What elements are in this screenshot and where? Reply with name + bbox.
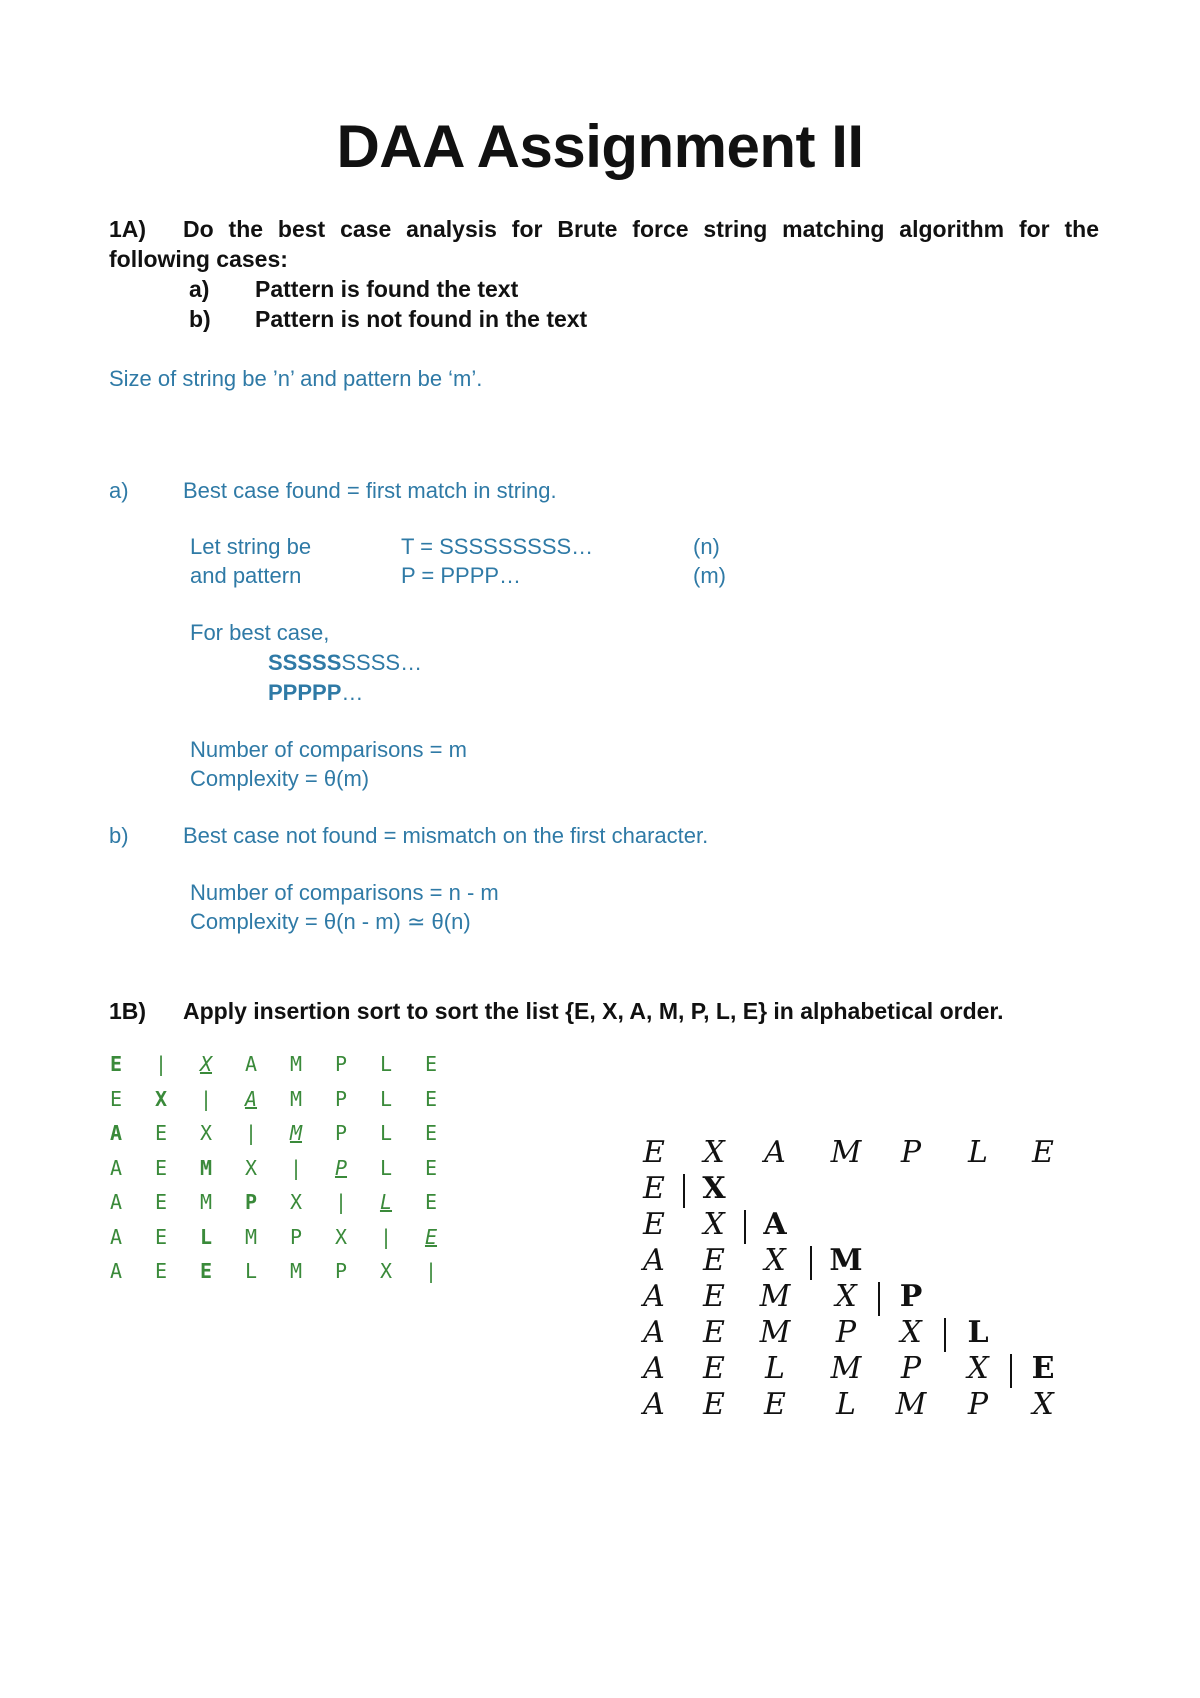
trace-cell: M [199,1190,213,1214]
let-string-label: Let string be [190,534,312,559]
q1a-label: 1A) [109,216,147,242]
trace-cell: E [154,1224,168,1249]
math-letter: M [829,1243,863,1278]
trace-cell: E [109,1052,123,1076]
q1a-case-b-text: Pattern is not found in the text [255,306,588,332]
math-letter: E [703,1279,725,1314]
page-title: DAA Assignment II [336,113,864,180]
trace-cell: P [334,1052,348,1076]
sorted-divider [944,1318,946,1352]
trace-cell: A [244,1052,258,1076]
trace-cell: E [199,1259,213,1283]
trace-cell: | [334,1190,348,1214]
math-letter: E [703,1351,725,1386]
answer-b-text: Best case not found = mismatch on the first character. [183,823,709,848]
math-letter: X [900,1315,922,1350]
trace-cell: L [244,1259,258,1283]
trace-cell: P [334,1086,348,1111]
let-string-size: (n) [693,534,720,559]
math-letter: L [967,1315,989,1350]
trace-cell: P [334,1121,348,1145]
math-letter: M [830,1135,862,1170]
math-letter: E [643,1171,665,1206]
let-string-value: T = SSSSSSSSS… [401,534,594,559]
trace-cell: | [379,1224,393,1249]
math-letter: M [759,1279,791,1314]
trace-cell: | [199,1086,213,1111]
math-letter: A [643,1315,665,1350]
math-letter: A [643,1243,665,1278]
trace-cell: M [289,1086,303,1111]
math-letter: P [835,1315,857,1350]
q1a-case-b-label: b) [189,306,211,332]
q1a-text-line2: following cases: [109,246,288,272]
math-letter: M [830,1351,862,1386]
math-letter: A [643,1279,665,1314]
trace-cell: E [424,1190,438,1214]
comparisons-b: Number of comparisons = n - m [190,880,499,905]
trace-cell: E [424,1121,438,1145]
trace-cell: X [244,1155,258,1180]
trace-cell: L [379,1052,393,1076]
math-letter: E [643,1207,665,1242]
trace-cell: M [289,1121,303,1145]
trace-cell: E [424,1155,438,1180]
string-example [268,650,422,676]
trace-cell: A [109,1121,123,1145]
trace-cell: A [109,1224,123,1249]
q1a-case-a-label: a) [189,276,210,302]
trace-cell: M [244,1224,258,1249]
math-letter: E [643,1135,665,1170]
math-letter: P [900,1351,922,1386]
trace-cell: M [289,1259,303,1283]
answer-intro: Size of string be ’n’ and pattern be ‘m’. [109,366,483,391]
trace-cell: E [424,1086,438,1111]
q1a-text-line1: Do the best case analysis for Brute force string matching algorithm for the [183,216,1099,242]
math-letter: A [763,1207,787,1242]
trace-cell: A [109,1155,123,1180]
math-letter: X [967,1351,989,1386]
trace-cell: L [379,1155,393,1180]
complexity-b: Complexity = θ(n - m) ≃ θ(n) [190,909,471,934]
math-letter: X [1032,1387,1054,1422]
sorted-divider [1010,1354,1012,1388]
for-best-case: For best case, [190,620,330,645]
math-letter: E [703,1315,725,1350]
trace-cell: L [379,1121,393,1145]
pattern-example [268,680,363,706]
q1b-label: 1B) [109,998,147,1024]
trace-cell: A [109,1190,123,1214]
sorted-divider [683,1174,685,1208]
trace-cell: A [244,1086,258,1111]
math-letter: E [1032,1135,1054,1170]
answer-b-label: b) [109,823,129,848]
math-letter: M [759,1315,791,1350]
math-letter: X [835,1279,857,1314]
trace-cell: E [154,1190,168,1214]
trace-cell: M [199,1155,213,1180]
trace-cell: X [199,1121,213,1145]
pattern-rest-part: … [341,680,364,705]
q1b-text: Apply insertion sort to sort the list {E, X, A, M, P, L, E} in alphabetical order. [183,998,1004,1024]
and-pattern-size: (m) [693,563,726,588]
math-letter: A [643,1351,665,1386]
q1a-case-a-text: Pattern is found the text [255,276,519,302]
math-letter: A [764,1135,786,1170]
trace-cell: P [289,1224,303,1249]
trace-cell: P [334,1155,348,1180]
sorted-divider [878,1282,880,1316]
complexity-a: Complexity = θ(m) [190,766,370,791]
pattern-match-part: PPPPP [268,680,342,705]
math-letter: E [703,1243,725,1278]
and-pattern-value: P = PPPP… [401,563,522,588]
and-pattern-label: and pattern [190,563,302,588]
string-match-part: SSSSS [268,650,342,675]
answer-a-label: a) [109,478,129,503]
trace-cell: | [154,1052,168,1076]
math-letter: P [899,1279,923,1314]
trace-cell: P [244,1190,258,1214]
string-rest-part: SSSS… [341,650,423,675]
answer-a-text: Best case found = first match in string. [183,478,557,503]
trace-cell: X [199,1052,213,1076]
trace-cell: L [199,1224,213,1249]
math-letter: E [1031,1351,1055,1386]
math-letter: L [968,1135,988,1170]
math-letter: L [836,1387,856,1422]
trace-cell: P [334,1259,348,1283]
math-letter: M [895,1387,927,1422]
math-letter: L [765,1351,785,1386]
math-letter: E [764,1387,786,1422]
math-letter: P [900,1135,922,1170]
trace-cell: L [379,1190,393,1214]
trace-cell: L [379,1086,393,1111]
trace-cell: E [154,1259,168,1283]
math-letter: X [703,1135,725,1170]
sorted-divider [744,1210,746,1244]
trace-cell: A [109,1259,123,1283]
trace-cell: X [379,1259,393,1283]
math-letter: P [967,1387,989,1422]
math-letter: X [703,1207,725,1242]
trace-cell: M [289,1052,303,1076]
math-letter: E [703,1387,725,1422]
math-letter: X [702,1171,726,1206]
math-letter: X [764,1243,786,1278]
trace-cell: X [154,1086,168,1111]
trace-cell: E [109,1086,123,1111]
trace-cell: E [154,1121,168,1145]
trace-cell: E [154,1155,168,1180]
trace-cell: X [334,1224,348,1249]
math-letter: A [643,1387,665,1422]
trace-cell: | [289,1155,303,1180]
trace-cell: | [244,1121,258,1145]
comparisons-a: Number of comparisons = m [190,737,467,762]
trace-cell: E [424,1052,438,1076]
trace-cell: | [424,1259,438,1283]
trace-cell: X [289,1190,303,1214]
trace-cell: E [424,1224,438,1249]
sorted-divider [810,1246,812,1280]
